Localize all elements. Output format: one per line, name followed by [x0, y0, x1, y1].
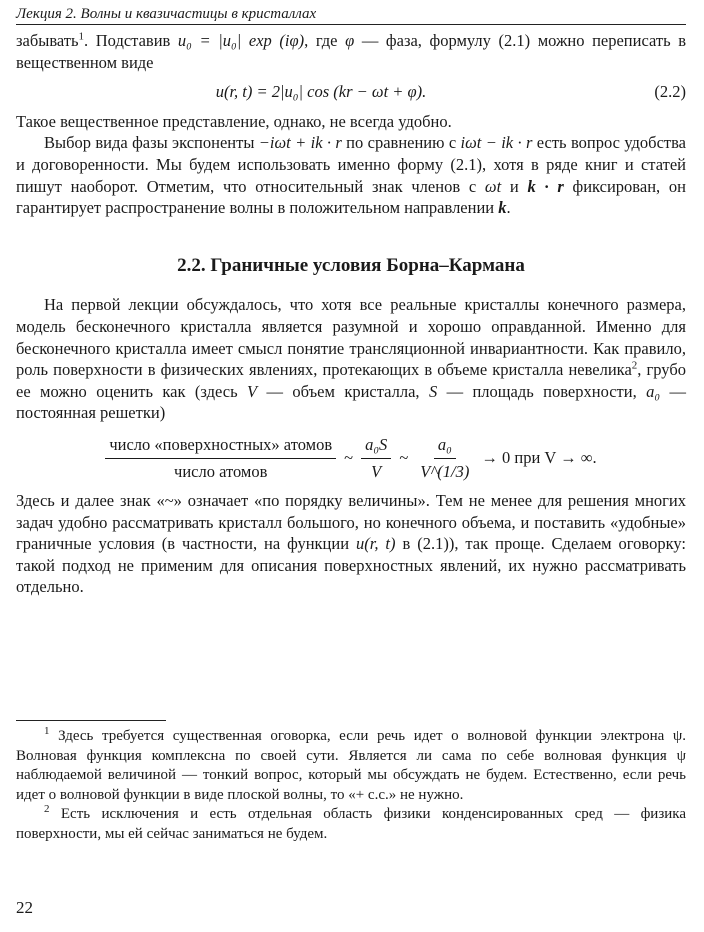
footnotes	[16, 720, 686, 844]
text-span: — постоянная решетки)	[16, 381, 687, 423]
footnote-ref-1[interactable]: 1	[78, 30, 85, 43]
math-inline: k · r	[527, 176, 564, 196]
math-inline: V	[247, 381, 258, 401]
math-inline: φ	[345, 31, 355, 50]
text-span: и	[501, 176, 528, 196]
math-inline: iωt − ik · r	[460, 133, 533, 153]
text-span: На первой лекции обсуждалось, что хотя все реальные кристаллы конечного размера, модель бесконечного кристалла является разумной и хорошо оправданной. Именно для бесконечного кристалла имеет смысл понятие трансляционной инвариантности. Как правило, роль поверхности в физических явлениях, протекающих в объеме кристалла невелика	[16, 295, 686, 380]
section-heading: 2.2. Граничные условия Борна–Кармана	[177, 254, 525, 276]
limit-tail: → 0 при V → ∞.	[481, 448, 597, 468]
fraction-surface-volume	[361, 434, 391, 482]
denominator: V^(1/3)	[420, 461, 470, 481]
math-inline: S	[428, 381, 438, 401]
footnote-ref-2[interactable]: 2	[631, 359, 638, 372]
math-inline: k	[498, 198, 507, 218]
equation-number: (2.2)	[654, 82, 686, 102]
paragraph-2: Такое вещественное представление, однако, не всегда удобно.	[16, 111, 452, 131]
text-span: .	[506, 198, 511, 218]
text-span: , где	[304, 31, 346, 50]
footnote-text: Здесь требуется существенная оговорка, если речь идет о волновой функции электрона ψ. Волновая функция комплексна по своей сути. Является ли сама по себе волновая функция ψ наблюдаемой величиной — тонкий вопрос, который мы обсуждать не будем. Естественно, если речь идет о волновой функции в виде плоской волны, то «+ c.c.» не нужно.	[16, 728, 687, 803]
paragraph-3	[16, 132, 686, 218]
footnote-mark: 1	[44, 725, 50, 737]
math-inline: a₀	[646, 381, 661, 401]
text-span: — фаза, формулу (2.1) можно переписать в вещественном виде	[16, 31, 687, 72]
page-number: 22	[16, 898, 33, 917]
approx-sign: ~	[344, 448, 354, 468]
text-span: Выбор вида фазы экспоненты	[44, 133, 259, 153]
equation-2-2	[16, 81, 686, 103]
text-span: Здесь и далее знак «~» означает «по порядку величины». Тем не менее для решения многих задач удобно рассматривать кристалл большого, но конечного объема, и поставить «удобные» граничные условия (в частности, на функции	[16, 491, 686, 554]
text-span: по сравнению с	[341, 133, 461, 153]
footnote-text: Есть исключения и есть отдельная область физики конденсированных сред — физика поверхности, мы ей сейчас заниматься не будем.	[16, 806, 687, 842]
denominator: V	[371, 461, 382, 481]
fraction-atoms	[105, 434, 336, 482]
text-span: . Подставив	[84, 31, 178, 50]
numerator: a₀	[434, 434, 456, 459]
denominator: число атомов	[174, 461, 268, 481]
paragraph-5	[16, 490, 686, 598]
numerator: число «поверхностных» атомов	[105, 434, 336, 459]
math-inline: u₀ = |u₀| exp (iφ)	[177, 31, 305, 50]
text-span: фиксирован, он гарантирует распространение волны в положительном направлении	[16, 176, 686, 218]
equation-formula: u(r, t) = 2|u₀| cos (kr − ωt + φ).	[215, 82, 427, 102]
text-span: — площадь поверхности,	[437, 381, 647, 401]
running-header	[16, 4, 686, 25]
approx-sign: ~	[399, 448, 409, 468]
math-inline: u(r, t)	[356, 534, 396, 554]
main-text	[16, 30, 686, 598]
running-title: Лекция 2. Волны и квазичастицы в кристаллах	[16, 6, 317, 22]
footnote-1	[16, 727, 686, 805]
ratio-formula	[16, 434, 686, 482]
text-span: в (2.1)), так проще. Сделаем оговорку: такой подход не применим для описания поверхностных явлений, их нужно рассматривать отдельно.	[16, 534, 686, 597]
paragraph-4	[16, 294, 686, 424]
fraction-lattice-volume	[416, 434, 473, 482]
math-inline: ωt	[484, 176, 502, 196]
text-span: забывать	[16, 31, 79, 50]
footnote-divider	[16, 720, 166, 721]
text-span: — объем кристалла,	[257, 381, 429, 401]
math-inline: −iωt + ik · r	[258, 133, 342, 153]
paragraph-1	[16, 30, 686, 73]
numerator: a₀S	[361, 434, 391, 459]
text-span: , грубо ее можно оценить как (здесь	[16, 360, 686, 401]
text-span: есть вопрос удобства и договоренности. Мы будем использовать именно форму (2.1), хотя в ряде книг и статей пишут наоборот. Отметим, что относительный знак членов с	[16, 133, 686, 196]
footnote-mark: 2	[44, 803, 50, 815]
footnote-2	[16, 805, 686, 844]
